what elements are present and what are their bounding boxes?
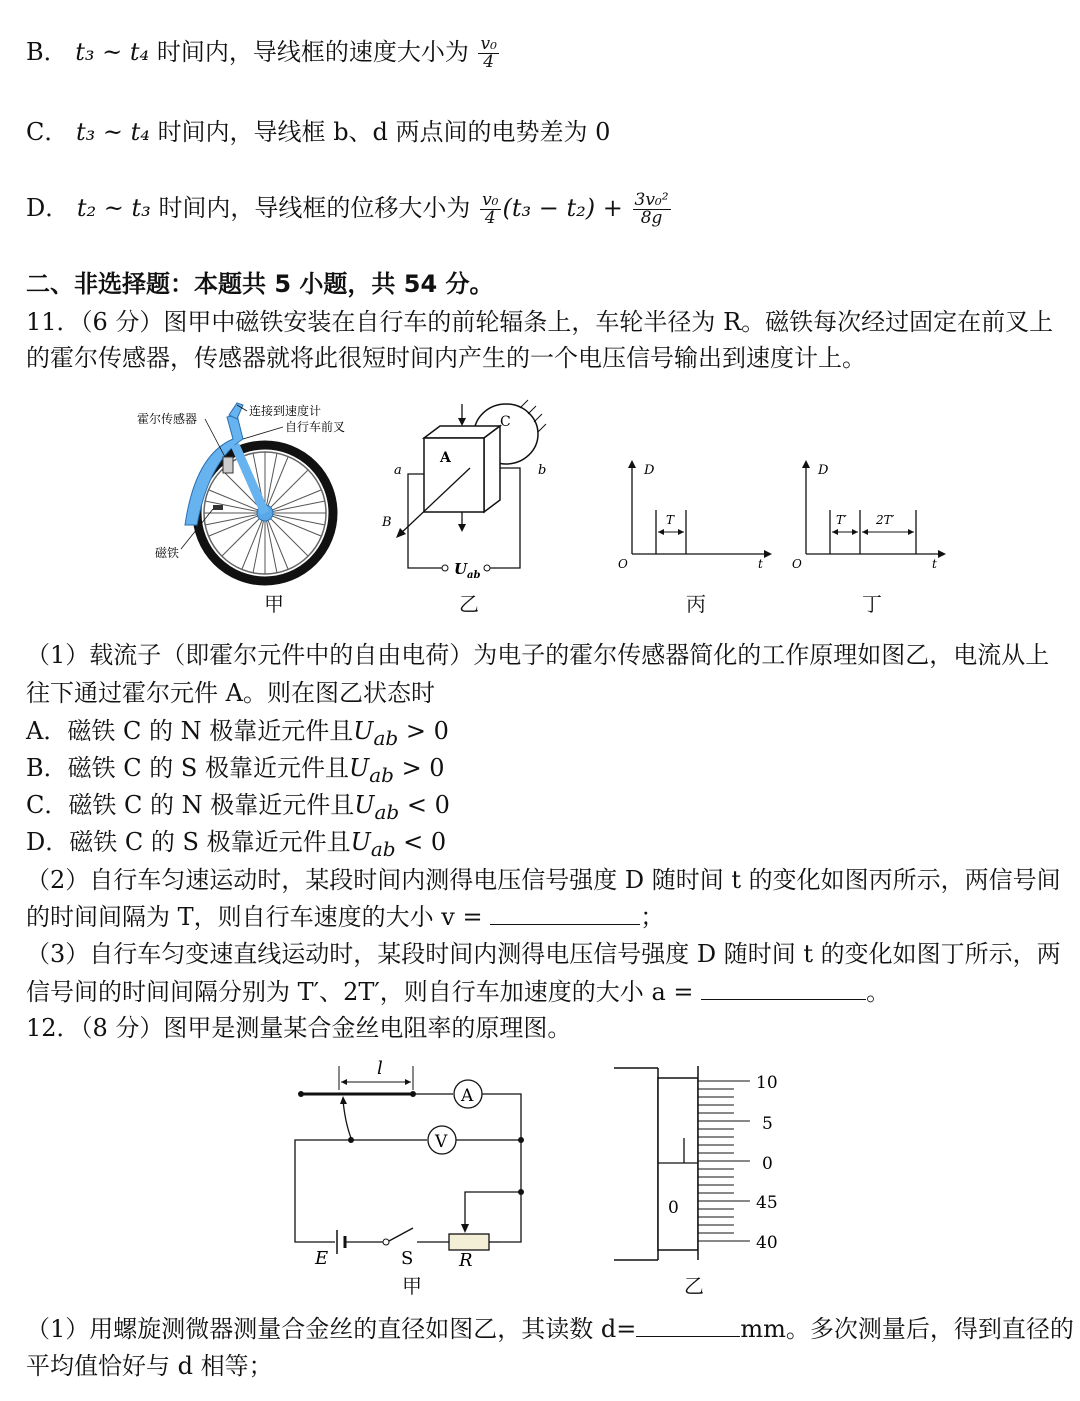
svg-text:b: b	[538, 463, 547, 478]
svg-text:T: T	[666, 513, 675, 527]
svg-text:t: t	[932, 557, 937, 571]
q11-stem-line1: 11．（6 分）图甲中磁铁安装在自行车的前轮辐条上，车轮半径为 R。磁铁每次经过固定在前叉上	[26, 308, 1054, 336]
circuit-figure	[285, 1052, 545, 1292]
thimble	[698, 1066, 788, 1260]
magnet	[213, 505, 223, 510]
graph-bing	[612, 458, 777, 573]
rheostat	[449, 1234, 489, 1250]
fraction: $\frac{\text{v₀}}{4}$	[482, 190, 499, 228]
option-d: D． t₂ ~ t₃ 时间内，导线框的位移大小为 $\frac{\text{v₀}}{4}$ (t₃ − t₂) + $\frac{\text{3v₀²}}{8g}$	[26, 190, 669, 228]
scale-label: 10	[756, 1073, 778, 1093]
svg-text:R: R	[459, 1250, 473, 1271]
element-a	[424, 426, 500, 512]
svg-text:D: D	[818, 463, 829, 478]
sleeve	[658, 1078, 698, 1250]
svg-text:E: E	[315, 1248, 329, 1269]
caption-jia-12: 甲	[402, 1274, 422, 1298]
answer-blank-diameter[interactable]	[636, 1316, 740, 1337]
label-connect: 连接到速度计	[249, 404, 322, 418]
q11-part1-line2: 往下通过霍尔元件 A。则在图乙状态时	[26, 679, 435, 707]
svg-text:S: S	[401, 1248, 414, 1269]
fraction: $\frac{\text{3v₀²}}{8g}$	[634, 190, 669, 228]
svg-text:A: A	[461, 1086, 474, 1106]
section-title: 二、非选择题：本题共 5 小题，共 54 分。	[26, 270, 494, 298]
caption-yi-11: 乙	[459, 592, 479, 616]
q11-choice-a: A．磁铁 C 的 N 极靠近元件且$U_{ab} > 0$	[26, 717, 449, 750]
scale-label: 5	[762, 1114, 773, 1134]
q11-part3-line1: （3）自行车匀变速直线运动时，某段时间内测得电压信号强度 D 随时间 t 的变化如图丁所示，两	[26, 940, 1061, 968]
svg-text:l: l	[377, 1058, 383, 1079]
q11-choice-d: D．磁铁 C 的 S 极靠近元件且$U_{ab} < 0$	[26, 828, 447, 861]
svg-text:ab: ab	[467, 570, 481, 581]
label-sensor: 霍尔传感器	[137, 412, 198, 426]
q11-part2-line2: 的时间间隔为 T，则自行车速度的大小 v = ；	[26, 903, 665, 931]
bicycle-wheel-figure	[125, 395, 355, 615]
q11-choice-b: B．磁铁 C 的 S 极靠近元件且$U_{ab} > 0$	[26, 754, 445, 787]
caption-bing: 丙	[686, 592, 706, 616]
switch	[389, 1228, 413, 1241]
graph-ding	[786, 458, 956, 573]
caption-jia-11: 甲	[264, 592, 284, 616]
q11-choice-c: C．磁铁 C 的 N 极靠近元件且$U_{ab} < 0$	[26, 791, 450, 824]
svg-text:t: t	[758, 557, 763, 571]
q11-part1-line1: （1）载流子（即霍尔元件中的自由电荷）为电子的霍尔传感器简化的工作原理如图乙，电流从上	[26, 641, 1050, 669]
svg-text:O: O	[618, 557, 628, 571]
svg-text:D: D	[644, 463, 655, 478]
caption-yi-12: 乙	[684, 1274, 704, 1298]
scale-label: 45	[756, 1193, 778, 1213]
label-magnet: 磁铁	[155, 546, 180, 560]
caption-ding: 丁	[862, 592, 882, 616]
scale-label: 0	[762, 1154, 773, 1174]
hall-sensor	[223, 457, 233, 473]
svg-text:C: C	[500, 414, 511, 430]
svg-text:O: O	[792, 557, 802, 571]
option-c: C． t₃ ~ t₄ 时间内，导线框 b、d 两点间的电势差为 0	[26, 118, 611, 146]
svg-text:A: A	[440, 450, 451, 466]
option-b: B． t₃ ~ t₄ 时间内，导线框的速度大小为 $\frac{\text{v₀}}{4}$	[26, 34, 497, 72]
q12-part1-line2: 平均值恰好与 d 相等；	[26, 1352, 273, 1380]
svg-text:2T′: 2T′	[876, 513, 895, 527]
label-fork: 自行车前叉	[285, 420, 346, 434]
svg-text:a: a	[394, 463, 402, 478]
svg-text:0: 0	[668, 1198, 679, 1218]
q12-stem: 12．（8 分）图甲是测量某合金丝电阻率的原理图。	[26, 1014, 572, 1042]
svg-text:T′: T′	[836, 513, 847, 527]
scale-label: 40	[756, 1233, 778, 1253]
answer-blank-speed[interactable]	[490, 904, 640, 925]
q12-part1-line1: （1）用螺旋测微器测量合金丝的直径如图乙，其读数 d= mm。多次测量后，得到直径的	[26, 1315, 1074, 1343]
q11-part3-line2: 信号间的时间间隔分别为 T′、2T′，则自行车加速度的大小 a = 。	[26, 978, 891, 1006]
answer-blank-acceleration[interactable]	[701, 979, 866, 1000]
q11-stem-line2: 的霍尔传感器，传感器就将此很短时间内产生的一个电压信号输出到速度计上。	[26, 344, 866, 372]
q11-part2-line1: （2）自行车匀速运动时，某段时间内测得电压信号强度 D 随时间 t 的变化如图丙所示，两信号间	[26, 866, 1061, 894]
svg-text:V: V	[435, 1132, 448, 1152]
hall-element-figure	[378, 398, 558, 588]
svg-text:B: B	[382, 515, 392, 530]
micrometer-figure	[610, 1062, 800, 1272]
fraction: $\frac{\text{v₀}}{4}$	[480, 34, 497, 72]
svg-text:U: U	[454, 560, 468, 578]
